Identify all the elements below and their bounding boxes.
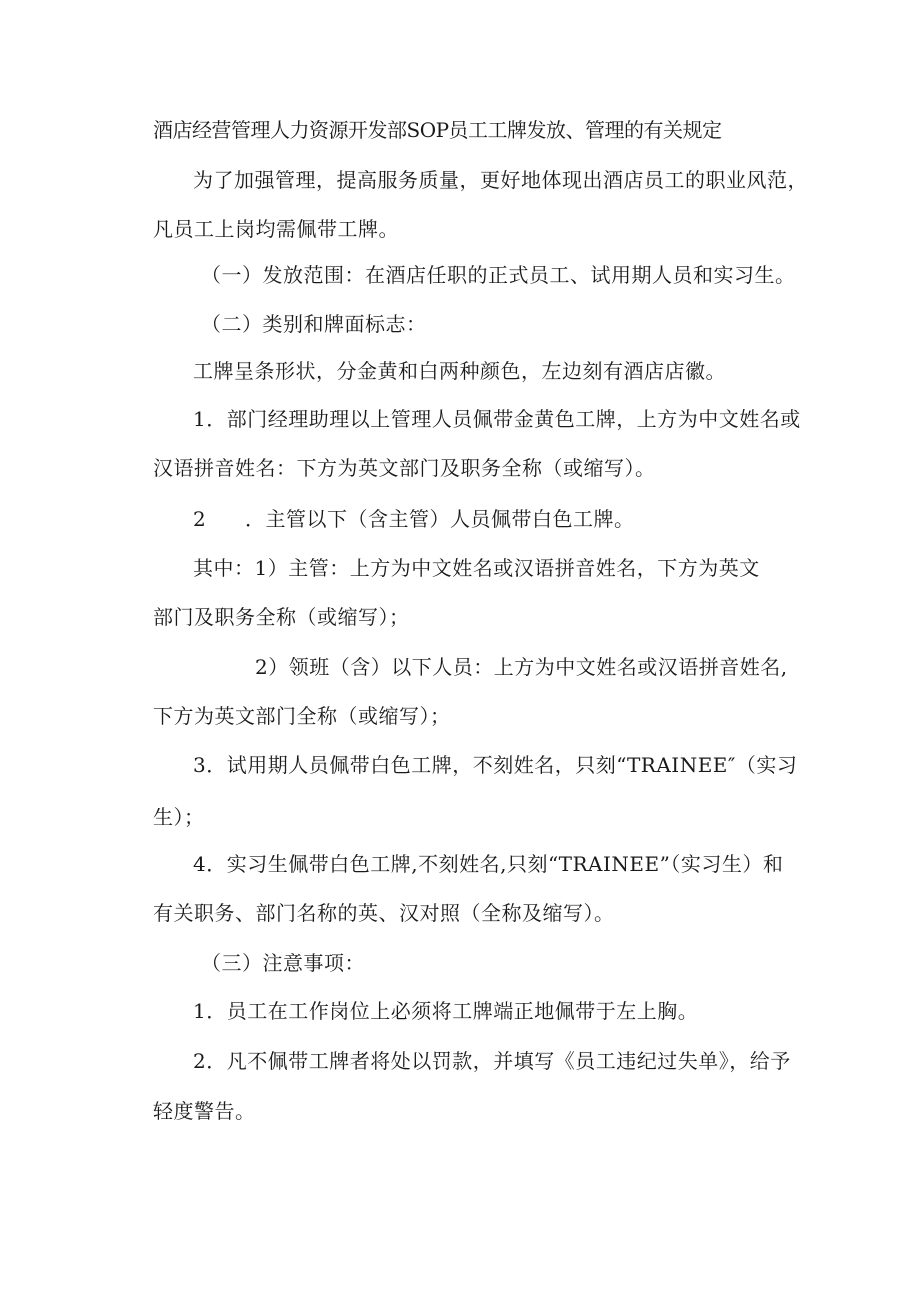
section-2-heading: （二）类别和牌面标志： xyxy=(201,312,427,336)
item-2-sub-1-line-1: 其中：1）主管：上方为中文姓名或汉语拼音姓名，下方为英文 xyxy=(193,556,760,580)
item-3-line-2: 生）； xyxy=(153,805,205,829)
section-1-heading: （一）发放范围：在酒店任职的正式员工、试用期人员和实习生。 xyxy=(201,263,796,287)
item-2-text: ．主管以下（含主管）人员佩带白色工牌。 xyxy=(245,507,635,531)
note-2-line-2: 轻度警告。 xyxy=(153,1099,256,1123)
section-3-heading: （三）注意事项： xyxy=(201,951,365,975)
intro-line-1: 为了加强管理，提高服务质量，更好地体现出酒店员工的职业风范， xyxy=(193,168,808,192)
item-1-line-1: 1．部门经理助理以上管理人员佩带金黄色工牌，上方为中文姓名或 xyxy=(193,407,801,431)
item-3-line-1: 3．试用期人员佩带白色工牌，不刻姓名，只刻“TRAINEE″（实习 xyxy=(193,753,798,777)
badge-description: 工牌呈条形状，分金黄和白两种颜色，左边刻有酒店店徽。 xyxy=(193,359,726,383)
item-2-number: 2 xyxy=(193,507,207,531)
item-2-sub-1-line-2: 部门及职务全称（或缩写）； xyxy=(153,605,410,629)
item-4-line-2: 有关职务、部门名称的英、汉对照（全称及缩写）。 xyxy=(153,901,615,925)
document-title: 酒店经营管理人力资源开发部SOP员工工牌发放、管理的有关规定 xyxy=(153,118,722,142)
note-1: 1．员工在工作岗位上必须将工牌端正地佩带于左上胸。 xyxy=(193,999,699,1023)
note-2-line-1: 2．凡不佩带工牌者将处以罚款，并填写《员工违纪过失单》，给予 xyxy=(193,1049,791,1073)
item-2-sub-2-line-1: 2）领班（含）以下人员：上方为中文姓名或汉语拼音姓名, xyxy=(255,655,788,679)
item-4-line-1: 4．实习生佩带白色工牌,不刻姓名,只刻“TRAINEE”（实习生）和 xyxy=(193,852,784,876)
item-1-line-2: 汉语拼音姓名：下方为英文部门及职务全称（或缩写）。 xyxy=(153,456,656,480)
intro-line-2: 凡员工上岗均需佩带工牌。 xyxy=(153,217,399,241)
item-2-sub-2-line-2: 下方为英文部门全称（或缩写）； xyxy=(153,704,451,728)
